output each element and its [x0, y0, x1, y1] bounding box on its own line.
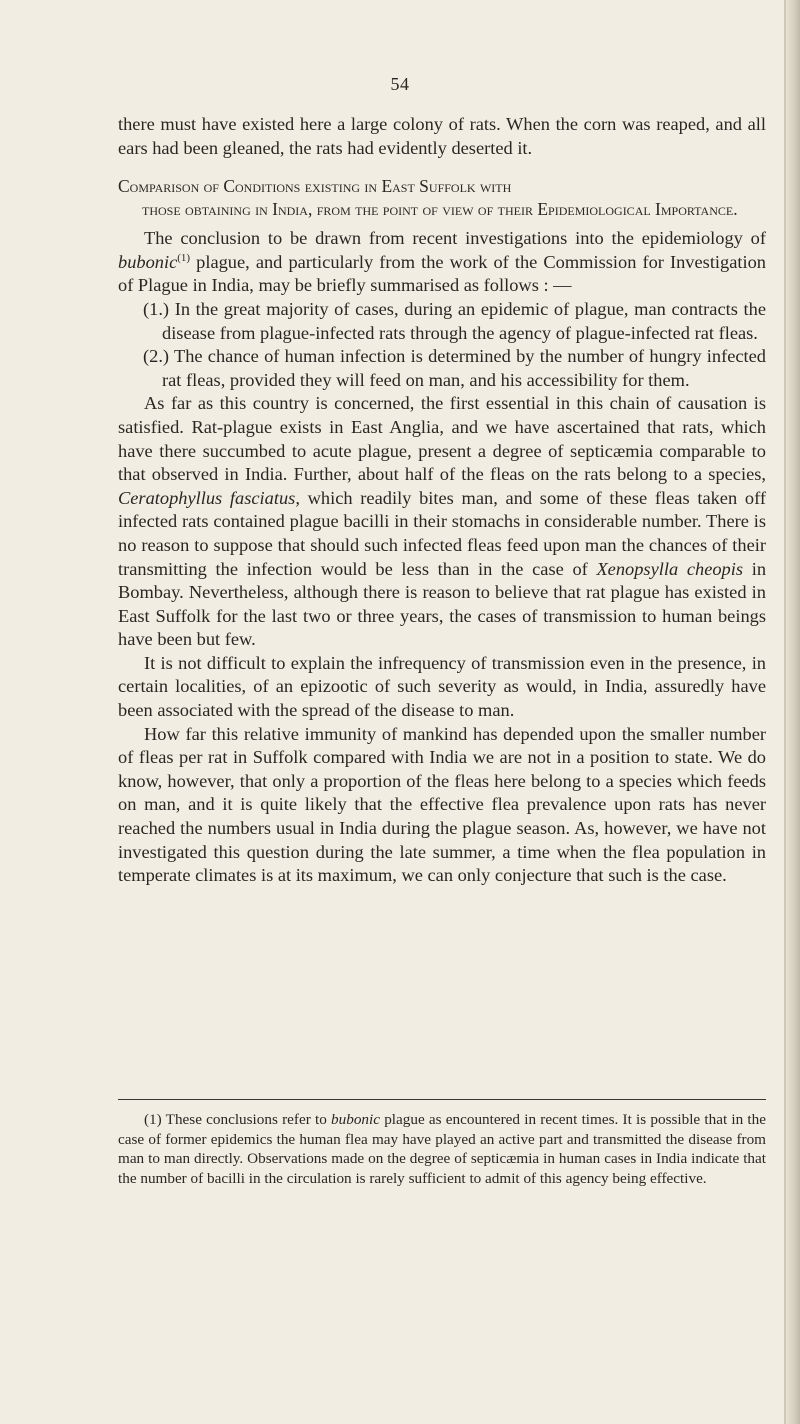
page-number: 54	[390, 74, 410, 94]
paragraph-country	[118, 392, 766, 652]
paragraph-conclusion	[118, 227, 766, 298]
text-run: which readily bites man, and some of these fleas taken off infected rats contained plague bacilli in their stomachs in considerable number. There is no reason to suppose that should such infected fleas feed upon man the chances of their transmitting the infection would be less than in the case of	[118, 487, 766, 579]
list-item-2: (2.) The chance of human infection is determined by the number of hungry infected rat fleas, provided they will feed on man, and his accessibility for them.	[143, 346, 766, 390]
species-name: Xenopsylla cheopis	[596, 558, 744, 579]
paragraph-infrequency: It is not difficult to explain the infrequency of transmission even in the presence, in certain localities, of an epizootic of such severity as would, in India, assuredly have been associated with the spread of the disease to man.	[118, 652, 766, 721]
footnote-marker: (1)	[144, 1111, 162, 1128]
text-run: plague as encountered in recent times. It is possible that in the case of former epidemics the human flea may have played an active part and transmitted the disease from man to man directly. Observations made on the degree of septicæmia in human cases in India indicate that the number of bacilli in the circulation is rarely sufficient to admit of this agency being effective.	[118, 1111, 766, 1187]
section-heading	[118, 175, 766, 221]
footnote-reference: (1)	[177, 251, 191, 264]
body-text	[118, 113, 766, 888]
footnote	[118, 1110, 766, 1188]
text-run: The conclusion to be drawn from recent investigations into the epidemiology of	[144, 228, 766, 249]
species-name: Ceratophyllus fasciatus,	[118, 487, 300, 508]
text-run: These conclusions refer to	[161, 1111, 332, 1128]
footnote-rule	[118, 1099, 766, 1100]
text-run: in Bombay. Nevertheless, although there is reason to believe that rat plague has existed in East Suffolk for the last two or three years, the cases of transmission to human beings have been but few.	[118, 558, 767, 650]
list-item-1: (1.) In the great majority of cases, during an epidemic of plague, man contracts the disease from plague-infected rats through the agency of plague-infected rat fleas.	[143, 298, 766, 343]
section-heading-line-1: Comparison of Conditions existing in East Suffolk with	[118, 176, 512, 197]
paragraph-continuation: there must have existed here a large colony of rats. When the corn was reaped, and all ears had been gleaned, the rats had evidently deserted it.	[118, 114, 766, 158]
italic-term: bubonic	[118, 251, 178, 272]
text-run: As far as this country is concerned, the first essential in this chain of causation is satisfied. Rat-plague exists in East Anglia, and we have ascertained that rats, which have there succumbed to acute plague, present a degree of septicæmia comparable to that observed in India. Further, about half of the fleas on the rats belong to a species,	[118, 393, 766, 485]
italic-term: bubonic	[331, 1111, 380, 1128]
text-run: plague, and particularly from the work of the Commission for Investigation of Plague in India, may be briefly summarised as follows : —	[118, 251, 766, 296]
section-heading-line-2: those obtaining in India, from the point of view of their Epidemiological Importance.	[142, 199, 738, 220]
paragraph-immunity: How far this relative immunity of mankind has depended upon the smaller number of fleas per rat in Suffolk compared with India we are not in a position to state. We do know, however, that only a proportion of the fleas here belong to a species which feeds on man, and it is quite likely that the effective flea prevalence upon rats has never reached the numbers usual in India during the plague season. As, however, we have not investigated this question during the late summer, a time when the flea population in temperate climates is at its maximum, we can only conjecture that such is the case.	[118, 723, 766, 886]
page-edge	[786, 0, 800, 1424]
